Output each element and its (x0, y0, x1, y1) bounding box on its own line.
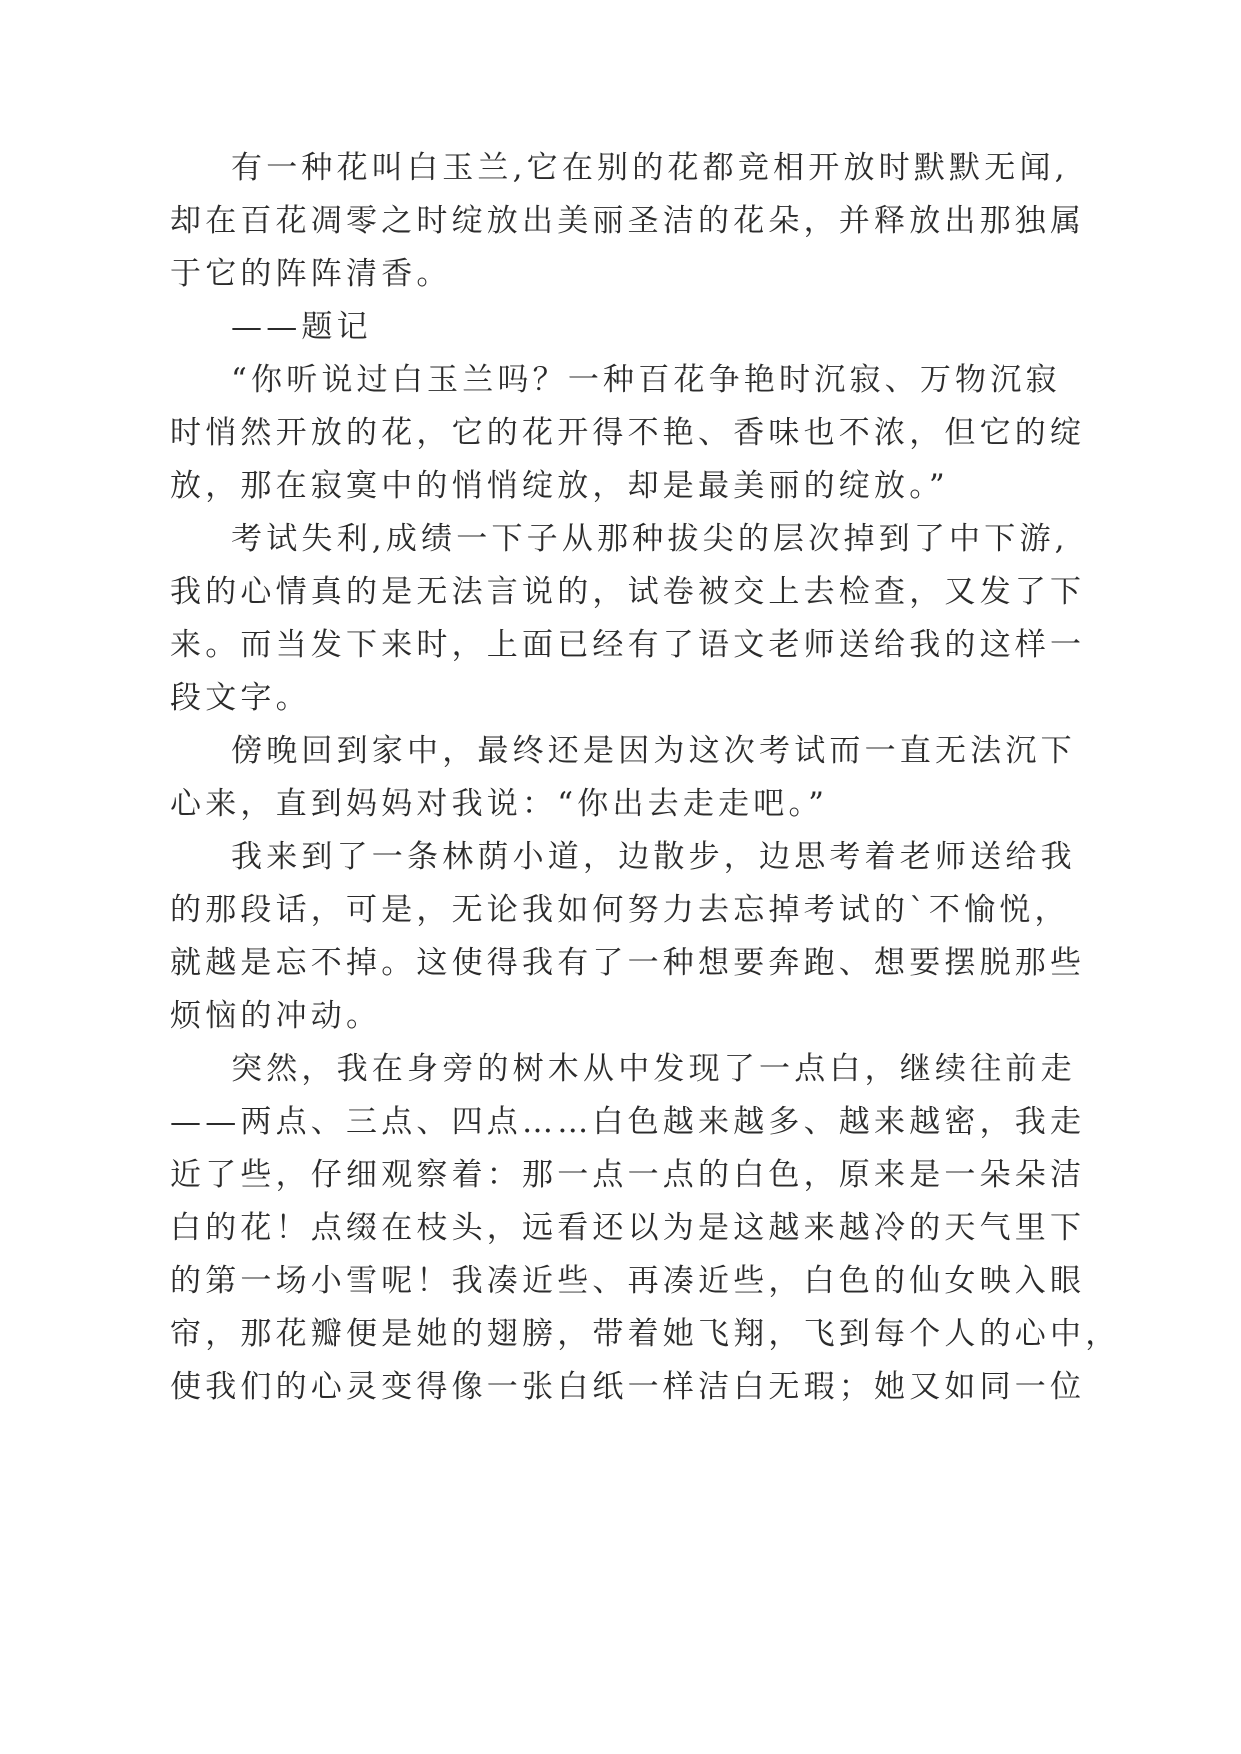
text-line: 却在百花凋零之时绽放出美丽圣洁的花朵，并释放出那独属 (170, 203, 1086, 239)
text-line: 烦恼的冲动。 (170, 998, 382, 1034)
text-line: 时悄然开放的花，它的花开得不艳、香味也不浓，但它的绽 (170, 415, 1086, 451)
text-line: 的第一场小雪呢！我凑近些、再凑近些，白色的仙女映入眼 (170, 1263, 1086, 1299)
text-line: 帘，那花瓣便是她的翅膀，带着她飞翔，飞到每个人的心中， (170, 1316, 1121, 1352)
text-line: 于它的阵阵清香。 (170, 256, 452, 292)
text-line: 白的花！点缀在枝头，远看还以为是这越来越冷的天气里下 (170, 1210, 1086, 1246)
text-line: 就越是忘不掉。这使得我有了一种想要奔跑、想要摆脱那些 (170, 945, 1086, 981)
text-line: 放，那在寂寞中的悄悄绽放，却是最美丽的绽放。” (170, 468, 949, 504)
text-line: ——两点、三点、四点……白色越来越多、越来越密，我走 (170, 1104, 1086, 1140)
text-line: 我的心情真的是无法言说的，试卷被交上去检查，又发了下 (170, 574, 1086, 610)
text-line: 使我们的心灵变得像一张白纸一样洁白无瑕；她又如同一位 (170, 1369, 1086, 1405)
text-line: 段文字。 (170, 680, 311, 716)
text-line: 傍晚回到家中，最终还是因为这次考试而一直无法沉下 (231, 733, 1076, 769)
text-line: “你听说过白玉兰吗？一种百花争艳时沉寂、万物沉寂 (231, 362, 1061, 398)
text-line: 来。而当发下来时，上面已经有了语文老师送给我的这样一 (170, 627, 1086, 663)
text-line: 的那段话，可是，无论我如何努力去忘掉考试的`不愉悦， (170, 892, 1070, 928)
text-line: 近了些，仔细观察着：那一点一点的白色，原来是一朵朵洁 (170, 1157, 1086, 1193)
epigraph-attribution: ——题记 (231, 309, 372, 345)
text-line: 我来到了一条林荫小道，边散步，边思考着老师送给我 (231, 839, 1076, 875)
text-line: 突然，我在身旁的树木从中发现了一点白，继续往前走 (231, 1051, 1076, 1087)
text-line: 有一种花叫白玉兰,它在别的花都竞相开放时默默无闻, (231, 150, 1069, 186)
text-line: 心来，直到妈妈对我说：“你出去走走吧。” (170, 786, 829, 822)
text-line: 考试失利,成绩一下子从那种拔尖的层次掉到了中下游, (231, 521, 1069, 557)
